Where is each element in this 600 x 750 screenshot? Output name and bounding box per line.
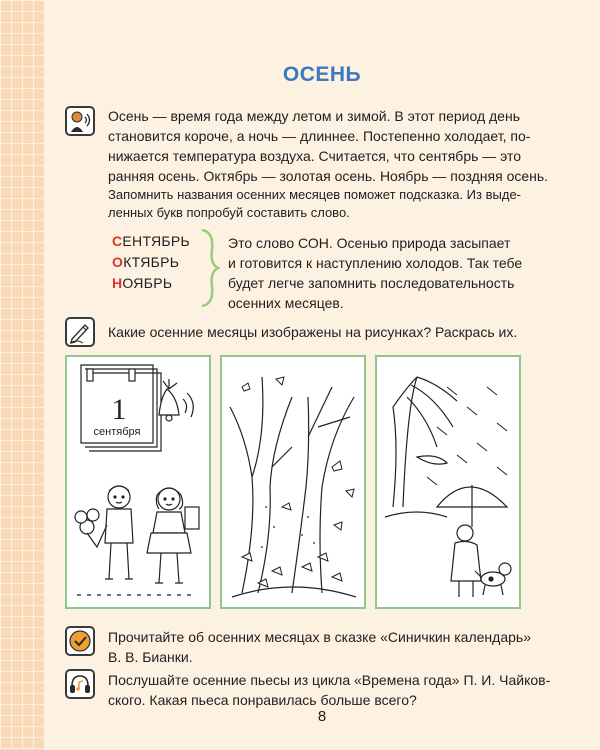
intro-line: Осень — время года между летом и зимой. В этот период день [108,108,520,124]
headphones-icon [65,669,95,699]
pencil-icon [65,317,95,347]
month-september [112,231,190,252]
son-line: Это слово СОН. Осенью природа засыпает [228,235,511,251]
read-line: В. В. Бианки. [108,649,193,665]
page-number: 8 [317,708,327,725]
panel-october [220,355,366,609]
september-illustration [67,357,209,607]
panel-september [65,355,211,609]
curly-bracket [198,228,222,308]
checkmark-icon [65,626,95,656]
calendar-day: 1 [111,393,127,426]
page-title: ОСЕНЬ [282,63,362,86]
month-november [112,273,190,294]
intro-paragraph [108,106,588,186]
month-rest: КТЯБРЬ [123,254,180,270]
listen-line: ского. Какая пьеса понравилась больше всего? [108,692,417,708]
month-first-letter: О [112,254,124,270]
read-task [108,627,588,667]
son-explanation [228,233,568,313]
month-october [112,252,190,273]
read-line: Прочитайте об осенних месяцах в сказке «Синичкин календарь» [108,629,531,645]
listen-line: Послушайте осенние пьесы из цикла «Времена года» П. И. Чайков- [108,672,551,688]
intro-line: ранняя осень. Октябрь — золотая осень. Ноябрь — поздняя осень. [108,168,549,184]
november-illustration [377,357,519,607]
month-first-letter: С [112,233,123,249]
months-list [112,231,190,294]
coloring-task: Какие осенние месяцы изображены на рисунках? Раскрась их. [108,324,518,340]
hint-line: Запомнить названия осенних месяцев поможет подсказка. Из выде- [108,187,521,202]
speaker-icon [65,106,95,136]
son-line: и готовится к наступлению холодов. Так тебе [228,255,523,271]
intro-line: нижается температура воздуха. Считается, что сентябрь — это [108,148,522,164]
decorative-grid-strip [0,0,44,750]
october-illustration [222,357,364,607]
hint-paragraph [108,186,588,222]
textbook-page [44,0,600,750]
son-line: осенних месяцев. [228,295,344,311]
son-line: будет легче запомнить последовательность [228,275,515,291]
panel-november [375,355,521,609]
listen-task [108,670,588,710]
month-rest: ЕНТЯБРЬ [122,233,191,249]
hint-line: ленных букв попробуй составить слово. [108,205,350,220]
calendar-month: сентября [93,426,141,438]
month-rest: ОЯБРЬ [122,275,173,291]
month-first-letter: Н [112,275,123,291]
intro-line: становится короче, а ночь — длиннее. Постепенно холодает, по- [108,128,531,144]
